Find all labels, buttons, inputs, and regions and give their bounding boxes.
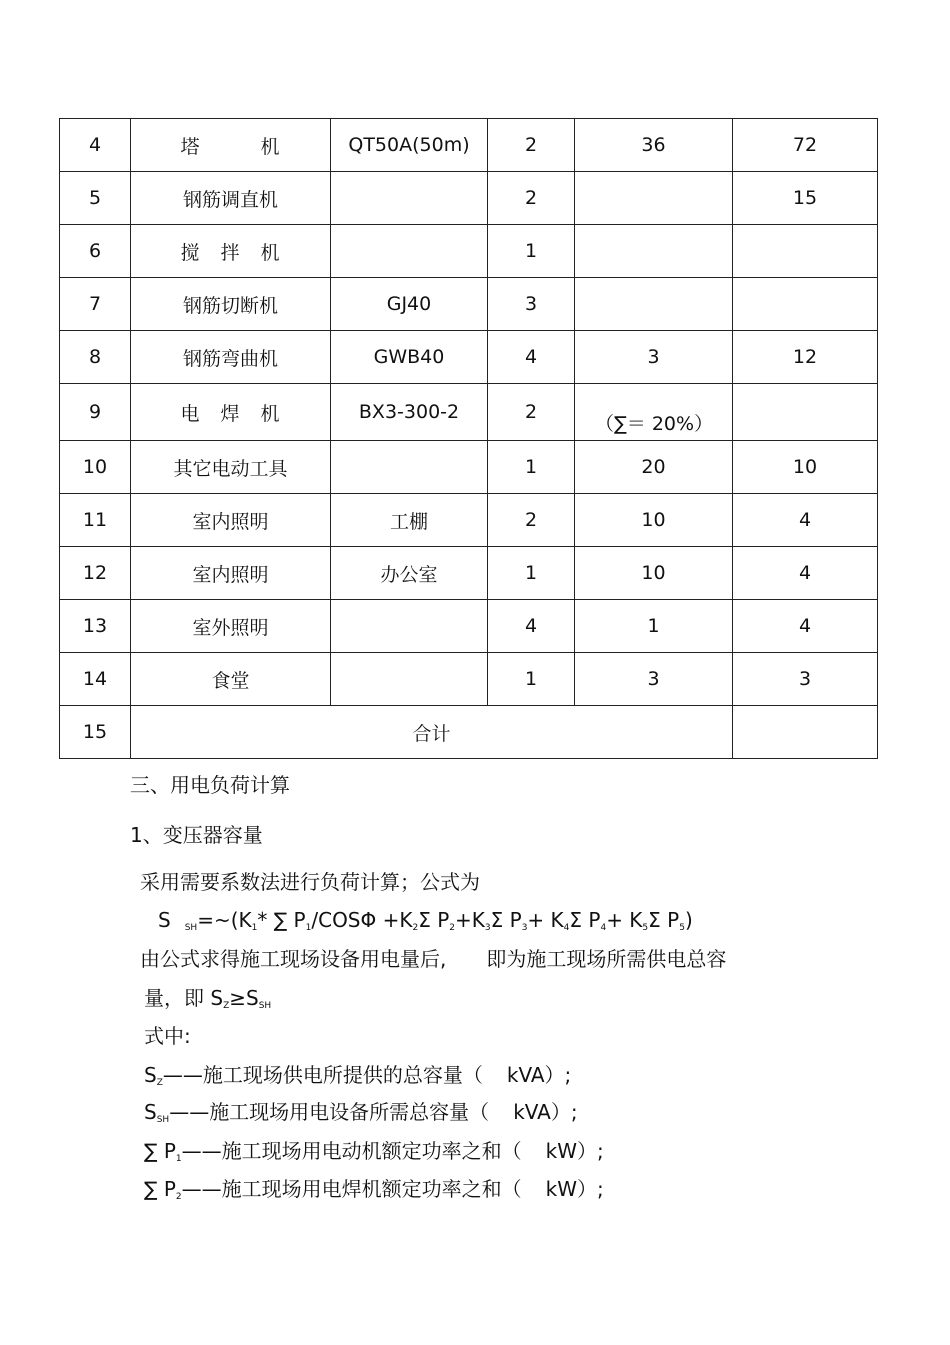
formula-part: + K — [527, 908, 564, 932]
cell-name: 钢筋调直机 — [131, 172, 331, 225]
cell-qty: 1 — [488, 653, 575, 706]
explanation-part: 即为施工现场所需供电总容 — [486, 947, 727, 971]
cell-total: 15 — [733, 172, 878, 225]
cell-total: 4 — [733, 494, 878, 547]
subsection-heading: 1、变压器容量 — [130, 823, 263, 847]
cell-total: 12 — [733, 331, 878, 384]
explanation-sub: Z — [223, 1001, 230, 1011]
cell-model — [331, 600, 488, 653]
cell-no: 9 — [60, 384, 131, 441]
cell-total — [733, 278, 878, 331]
cell-model: GJ40 — [331, 278, 488, 331]
cell-qty: 1 — [488, 441, 575, 494]
cell-no: 14 — [60, 653, 131, 706]
formula-sub: 4 — [600, 923, 607, 933]
formula-part: S — [158, 908, 171, 932]
cell-total: 4 — [733, 600, 878, 653]
formula-part: Σ P — [490, 908, 522, 932]
cell-total: 72 — [733, 119, 878, 172]
explanation-part: 量，即 S — [144, 986, 224, 1010]
formula-part: Σ P — [418, 908, 450, 932]
formula-part: ) — [684, 908, 693, 932]
formula-part: +K — [455, 908, 485, 932]
cell-qty: 1 — [488, 547, 575, 600]
formula-part: + K — [606, 908, 643, 932]
formula-sub: 4 — [563, 923, 570, 933]
definition-text: ——施工现场供电所提供的总容量（ — [162, 1063, 483, 1087]
cell-name: 钢筋弯曲机 — [131, 331, 331, 384]
formula-sub: 2 — [412, 923, 419, 933]
cell-qty: 2 — [488, 384, 575, 441]
explanation-sub: SH — [258, 1001, 272, 1011]
cell-qty: 1 — [488, 225, 575, 278]
cell-qty: 4 — [488, 331, 575, 384]
cell-total: 10 — [733, 441, 878, 494]
formula-sub: 5 — [679, 923, 685, 933]
definition-symbol: ∑ P — [144, 1177, 176, 1201]
table-row — [60, 494, 878, 547]
cell-no: 5 — [60, 172, 131, 225]
cell-total — [733, 225, 878, 278]
formula-part: Σ P — [569, 908, 601, 932]
cell-model: GWB40 — [331, 331, 488, 384]
definition-text: ——施工现场用电动机额定功率之和（ — [181, 1139, 522, 1163]
table-total-row — [60, 706, 878, 759]
cell-power: 20 — [575, 441, 733, 494]
cell-power — [575, 225, 733, 278]
cell-no: 6 — [60, 225, 131, 278]
table-row — [60, 119, 878, 172]
cell-no: 11 — [60, 494, 131, 547]
cell-no: 12 — [60, 547, 131, 600]
cell-total: 3 — [733, 653, 878, 706]
formula — [158, 907, 693, 941]
cell-no: 15 — [60, 706, 131, 759]
definition-ssh — [144, 1099, 578, 1133]
formula-part: =~(K — [197, 908, 252, 932]
definition-symbol: S — [144, 1100, 157, 1124]
definition-unit: kVA）; — [513, 1100, 578, 1124]
cell-name: 塔 机 — [131, 119, 331, 172]
explanation-part: 由公式求得施工现场设备用电量后, — [140, 947, 447, 971]
cell-name: 电 焊 机 — [131, 384, 331, 441]
table-row — [60, 384, 878, 441]
formula-sub: 2 — [449, 923, 456, 933]
cell-no: 7 — [60, 278, 131, 331]
cell-power: 10 — [575, 547, 733, 600]
cell-name: 室内照明 — [131, 494, 331, 547]
cell-power: 3 — [575, 331, 733, 384]
cell-power: 3 — [575, 653, 733, 706]
cell-no: 13 — [60, 600, 131, 653]
cell-power: （∑＝ 20%） — [575, 384, 733, 441]
section-heading: 三、用电负荷计算 — [130, 773, 290, 797]
explanation-part: ≥S — [229, 986, 259, 1010]
definition-p1 — [144, 1138, 604, 1172]
table-row — [60, 225, 878, 278]
cell-power — [575, 278, 733, 331]
cell-qty: 2 — [488, 119, 575, 172]
cell-power: 36 — [575, 119, 733, 172]
formula-sub: 3 — [521, 923, 528, 933]
formula-part: Σ P — [648, 908, 680, 932]
definition-unit: kVA）; — [506, 1063, 572, 1087]
table-row — [60, 331, 878, 384]
definition-text: ——施工现场用电设备所需总容量（ — [169, 1100, 490, 1124]
formula-sub: SH — [184, 923, 198, 933]
cell-power — [575, 172, 733, 225]
formula-sub: 1 — [305, 923, 312, 933]
equipment-table — [59, 118, 878, 759]
formula-part: * ∑ P — [257, 908, 306, 932]
cell-name: 钢筋切断机 — [131, 278, 331, 331]
intro-text: 采用需要系数法进行负荷计算；公式为 — [140, 870, 480, 894]
definition-text: ——施工现场用电焊机额定功率之和（ — [181, 1177, 522, 1201]
formula-sub: 1 — [251, 923, 258, 933]
definition-sub: Z — [156, 1078, 163, 1088]
definition-sz — [144, 1062, 571, 1096]
cell-no: 4 — [60, 119, 131, 172]
total-label: 合计 — [131, 706, 733, 759]
cell-model: QT50A(50m) — [331, 119, 488, 172]
table-row — [60, 653, 878, 706]
cell-no: 8 — [60, 331, 131, 384]
cell-name: 搅 拌 机 — [131, 225, 331, 278]
cell-total — [733, 384, 878, 441]
cell-qty: 4 — [488, 600, 575, 653]
explanation-line-1 — [140, 946, 726, 972]
definition-unit: kW）; — [545, 1139, 604, 1163]
formula-sub: 3 — [484, 923, 491, 933]
cell-name: 食堂 — [131, 653, 331, 706]
cell-qty: 2 — [488, 172, 575, 225]
cell-total — [733, 706, 878, 759]
cell-name: 室内照明 — [131, 547, 331, 600]
table-row — [60, 172, 878, 225]
formula-part: /COSΦ +K — [311, 908, 413, 932]
definition-p2 — [144, 1176, 604, 1210]
equipment-table-body — [60, 119, 878, 759]
explanation-line-2 — [144, 985, 271, 1019]
table-row — [60, 278, 878, 331]
definition-unit: kW）; — [545, 1177, 604, 1201]
cell-model: 工棚 — [331, 494, 488, 547]
definition-symbol: S — [144, 1063, 157, 1087]
cell-model: 办公室 — [331, 547, 488, 600]
cell-model — [331, 225, 488, 278]
table-row — [60, 441, 878, 494]
cell-qty: 3 — [488, 278, 575, 331]
formula-sub: 5 — [642, 923, 649, 933]
definition-sub: SH — [156, 1115, 170, 1125]
cell-model — [331, 441, 488, 494]
cell-name: 室外照明 — [131, 600, 331, 653]
definition-sub: 1 — [175, 1154, 182, 1164]
where-label: 式中: — [144, 1024, 191, 1048]
definition-sub: 2 — [175, 1192, 182, 1202]
cell-model: BX3-300-2 — [331, 384, 488, 441]
cell-power: 10 — [575, 494, 733, 547]
table-row — [60, 600, 878, 653]
cell-name: 其它电动工具 — [131, 441, 331, 494]
cell-model — [331, 653, 488, 706]
cell-power: 1 — [575, 600, 733, 653]
definition-symbol: ∑ P — [144, 1139, 176, 1163]
cell-model — [331, 172, 488, 225]
table-row — [60, 547, 878, 600]
cell-total: 4 — [733, 547, 878, 600]
cell-no: 10 — [60, 441, 131, 494]
cell-qty: 2 — [488, 494, 575, 547]
